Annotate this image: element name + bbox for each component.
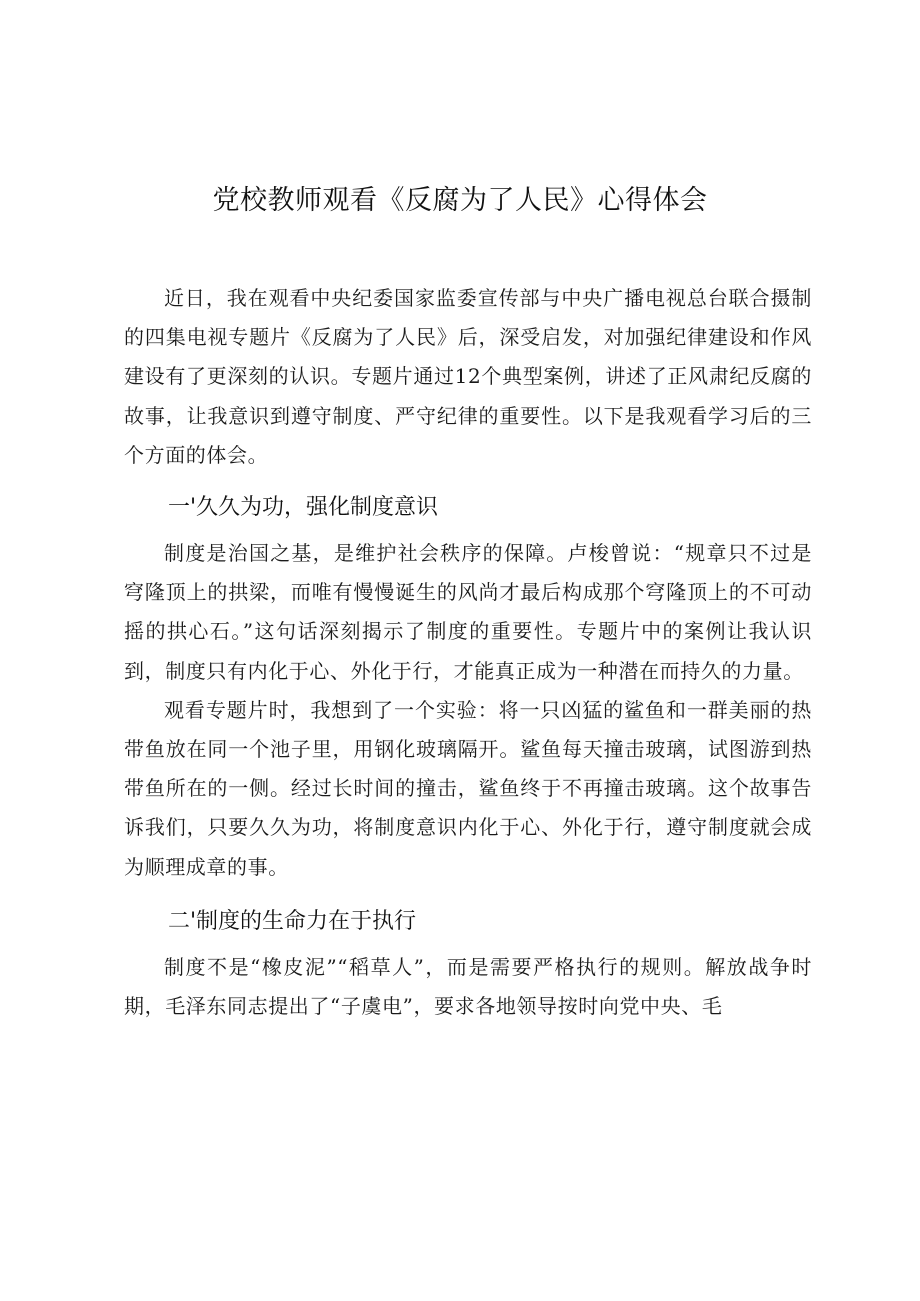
document-title: 党校教师观看《反腐为了人民》心得体会 [212,185,708,216]
section-1-paragraph-2: 观看专题片时，我想到了一个实验：将一只凶猛的鲨鱼和一群美丽的热带鱼放在同一个池子里，用钢化玻璃隔开。鲨鱼每天撞击玻璃，试图游到热带鱼所在的一侧。经过长时间的撞击，鲨鱼终于不再撞击玻璃。这个故事告诉我们，只要久久为功，将制度意识内化于心、外化于行，遵守制度就会成为顺理成章的事。 [124,697,812,879]
document-body [124,279,812,1026]
section-1-paragraph-1: 制度是治国之基，是维护社会秩序的保障。卢梭曾说：“规章只不过是穹隆顶上的拱梁，而唯有慢慢诞生的风尚才最后构成那个穹隆顶上的不可动摇的拱心石。”这句话深刻揭示了制度的重要性。专题片中的案例让我认识到，制度只有内化于心、外化于行，才能真正成为一种潜在而持久的力量。 [124,541,812,683]
intro-paragraph: 近日，我在观看中央纪委国家监委宣传部与中央广播电视总台联合摄制的四集电视专题片《反腐为了人民》后，深受启发，对加强纪律建设和作风建设有了更深刻的认识。专题片通过12个典型案例，讲述了正风肃纪反腐的故事，让我意识到遵守制度、严守纪律的重要性。以下是我观看学习后的三个方面的体会。 [124,286,812,467]
section-heading-2: 二'制度的生命力在于执行 [168,908,417,934]
section-heading-1: 一'久久为功，强化制度意识 [168,495,439,521]
section-2-paragraph-1: 制度不是“橡皮泥”“稻草人”，而是需要严格执行的规则。解放战争时期，毛泽东同志提出了“子虞电”，要求各地领导按时向党中央、毛 [124,954,812,1019]
